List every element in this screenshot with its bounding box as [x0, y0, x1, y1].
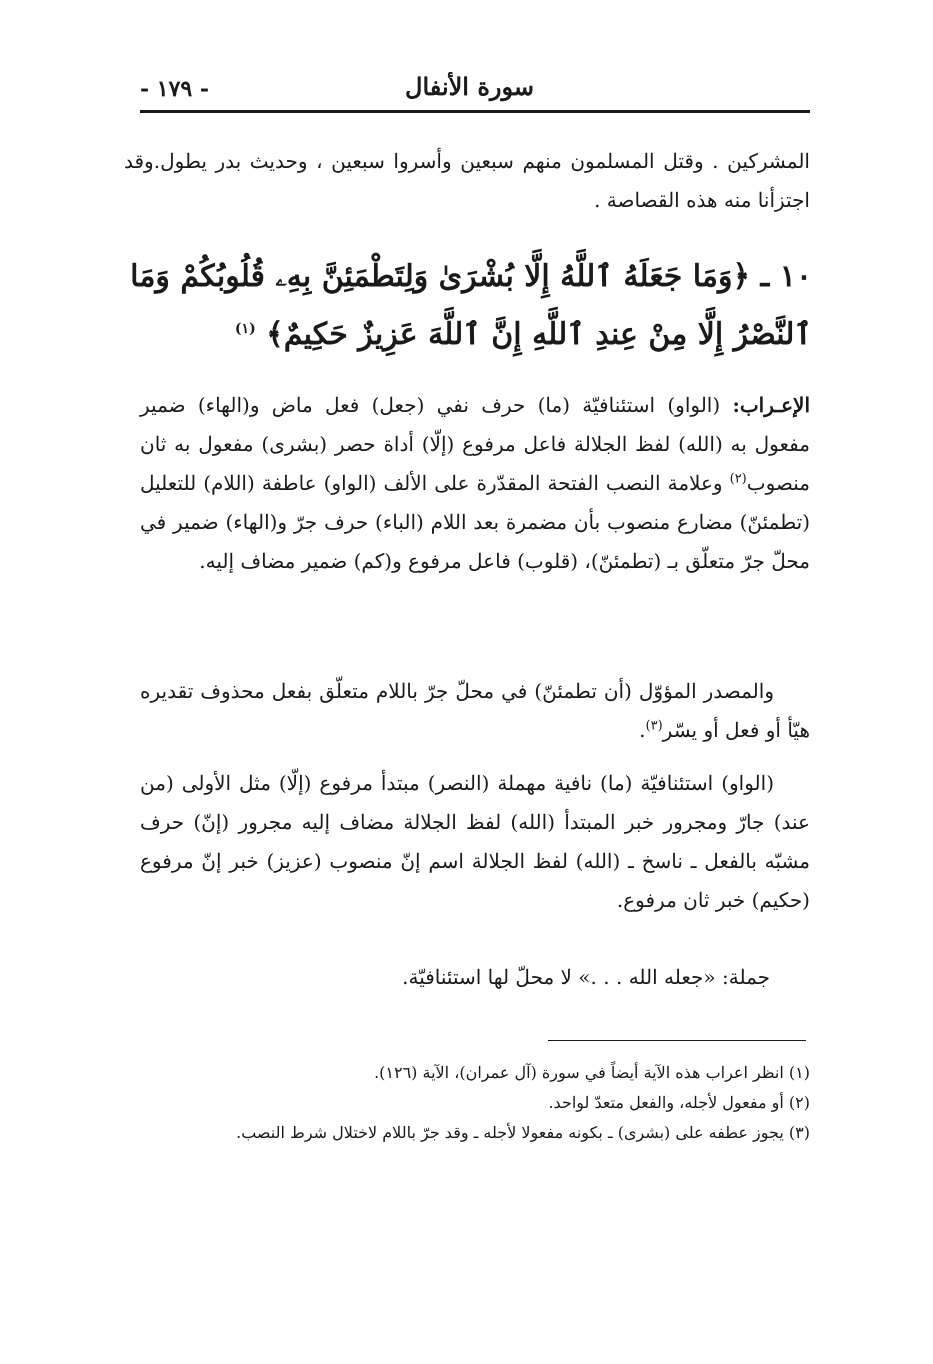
- intro-paragraph: المشركين . وقتل المسلمون منهم سبعين وأسروا سبعين ، وحديث بدر يطول.وقد اجتزأنا منه هذه القصاصة .: [124, 149, 810, 212]
- verse-text: ﴿وَمَا جَعَلَهُ ٱللَّهُ إِلَّا بُشْرَىٰ وَلِتَطْمَئِنَّ بِهِۦ قُلُوبُكُمْ وَمَا ٱلنَّصْرُ إِلَّا مِنْ عِندِ ٱللَّهِ إِنَّ ٱللَّهَ عَزِيزٌ حَكِيمٌ﴾: [130, 259, 812, 352]
- irab-heading: الإعـراب:: [732, 393, 810, 417]
- verse-footnote-ref: (١): [234, 321, 256, 337]
- irab-paragraph-3: (الواو) استئنافيّة (ما) نافية مهملة (النصر) مبتدأ مرفوع (إلّا) مثل الأولى (من عند) جارّ ومجرور خبر المبتدأ (الله) لفظ الجلالة مضاف إليه مجرور (إنّ) حرف مشبّه بالفعل ـ ناسخ ـ (الله) لفظ الجلالة اسم إنّ منصوب (عزيز) خبر إنّ مرفوع (حكيم) خبر ثان مرفوع.: [140, 771, 810, 912]
- irab-text-1b: وعلامة النصب الفتحة المقدّرة على الألف (الواو) عاطفة (اللام) للتعليل (تطمئنّ) مضارع منصوب بأن مضمرة بعد اللام (الباء) حرف جرّ و(الهاء) ضمير في محلّ جرّ متعلّق بـ (تطمئنّ)، (قلوب) فاعل مرفوع و(كم) ضمير مضاف إليه.: [140, 471, 810, 573]
- irab-paragraph-4: جملة: «جعله الله . . .» لا محلّ لها استئنافيّة.: [402, 965, 770, 989]
- surah-title: سورة الأنفال: [405, 72, 534, 101]
- footnote-1: (١) انظر اعراب هذه الآية أيضاً في سورة (آل عمران)، الآية (١٢٦).: [374, 1063, 810, 1082]
- verse-number: ١٠ ـ: [760, 259, 812, 294]
- footnote-ref-3: (٣): [645, 718, 663, 734]
- page-header: [140, 64, 810, 114]
- irab-paragraph-1: [140, 386, 810, 581]
- footnote-3: (٣) يجوز عطفه على (بشرى) ـ بكونه مفعولا لأجله ـ وقد جرّ باللام لاختلال شرط النصب.: [236, 1123, 810, 1142]
- footnote-2: (٢) أو مفعول لأجله، والفعل متعدّ لواحد.: [548, 1093, 810, 1112]
- irab-paragraph-2: [140, 672, 810, 750]
- header-divider: [140, 110, 810, 113]
- irab-text-2a: والمصدر المؤوّل (أن تطمئنّ) في محلّ جرّ باللام متعلّق بفعل محذوف تقديره هيّأ أو فعل أو يسّر: [140, 679, 810, 742]
- footnotes-list: [140, 1058, 810, 1148]
- footnote-ref-2: (٢): [729, 471, 747, 487]
- footnote-divider: [548, 1040, 806, 1041]
- irab-text-1a: (الواو) استئنافيّة (ما) حرف نفي (جعل) فعل ماض و(الهاء) ضمير مفعول به (الله) لفظ الجلالة فاعل مرفوع (إلّا) أداة حصر (بشرى) مفعول به ثان منصوب: [140, 393, 811, 495]
- quran-verse: [128, 248, 812, 364]
- irab-text-2b: .: [639, 718, 646, 742]
- page-number: - ١٧٩ -: [140, 76, 210, 102]
